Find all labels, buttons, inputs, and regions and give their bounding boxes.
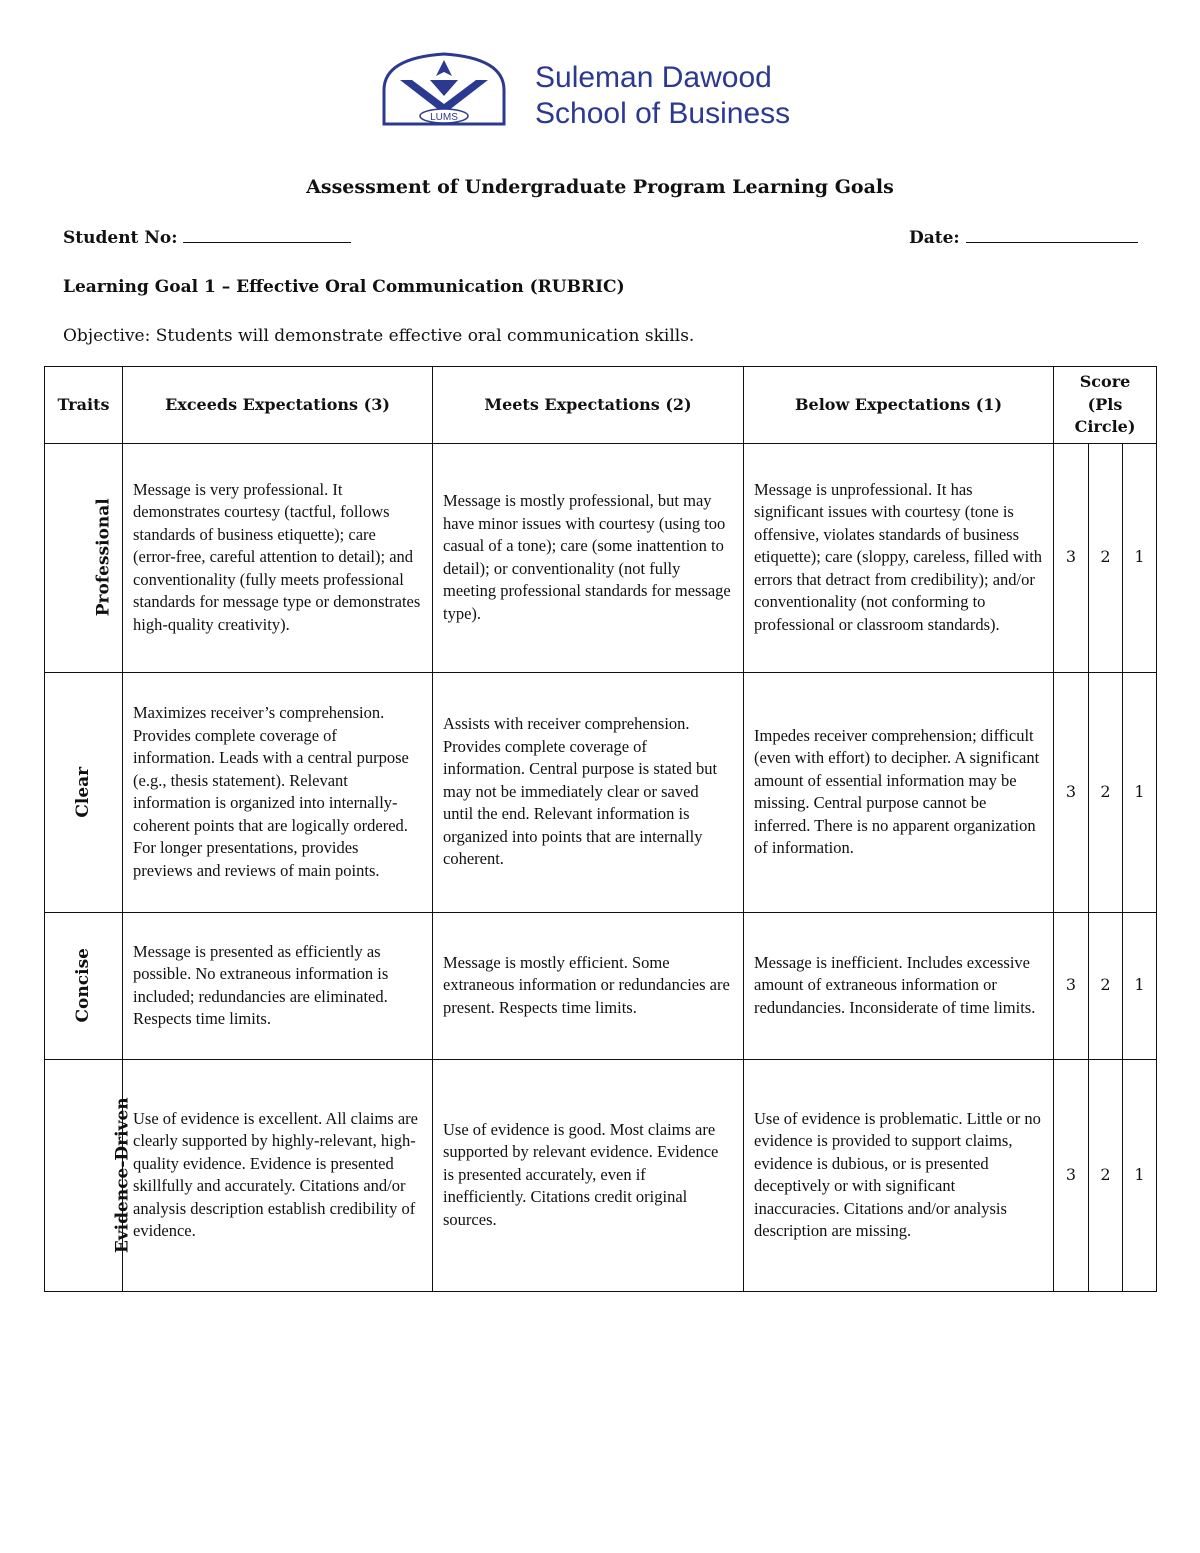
score-option-2[interactable]: 2 — [1089, 443, 1123, 672]
exceeds-cell: Use of evidence is excellent. All claims are clearly supported by highly-relevant, high-quality evidence. Evidence is presented skillfully and accurately. Citations and/or analysis description establish credibility of evidence. — [123, 1059, 433, 1291]
school-name-line1: Suleman Dawood — [535, 61, 772, 94]
below-cell: Use of evidence is problematic. Little or no evidence is provided to support claims, evidence is dubious, or is presented deceptively or with significant inaccuracies. Citations and/or analysis description are missing. — [744, 1059, 1054, 1291]
header-traits: Traits — [45, 367, 123, 444]
trait-label: Concise — [73, 948, 94, 1023]
rubric-table — [44, 366, 1157, 1292]
header-row — [45, 367, 1157, 444]
table-row — [45, 443, 1157, 672]
date-label: Date: — [909, 228, 960, 248]
meets-cell: Message is mostly efficient. Some extraneous information or redundancies are present. Respects time limits. — [433, 912, 744, 1059]
student-no-label: Student No: — [63, 228, 178, 248]
score-option-2[interactable]: 2 — [1089, 672, 1123, 912]
school-name-line2: School of Business — [535, 97, 791, 130]
table-row — [45, 912, 1157, 1059]
trait-cell — [45, 912, 123, 1059]
below-cell: Impedes receiver comprehension; difficult (even with effort) to decipher. A significant amount of essential information may be missing. Central purpose cannot be inferred. There is no apparent organization of information. — [744, 672, 1054, 912]
score-option-3[interactable]: 3 — [1054, 912, 1089, 1059]
learning-goal-heading: Learning Goal 1 – Effective Oral Communication (RUBRIC) — [63, 277, 625, 297]
score-option-1[interactable]: 1 — [1123, 443, 1157, 672]
score-option-2[interactable]: 2 — [1089, 1059, 1123, 1291]
score-option-1[interactable]: 1 — [1123, 912, 1157, 1059]
lums-logo — [380, 50, 508, 130]
score-option-3[interactable]: 3 — [1054, 672, 1089, 912]
header-exceeds: Exceeds Expectations (3) — [123, 367, 433, 444]
trait-label: Professional — [93, 498, 114, 617]
school-header — [380, 50, 840, 140]
trait-label: Evidence-Driven — [112, 1097, 133, 1253]
exceeds-cell: Message is presented as efficiently as possible. No extraneous information is included; redundancies are eliminated. Respects time limits. — [123, 912, 433, 1059]
trait-cell — [45, 1059, 133, 1291]
exceeds-cell: Message is very professional. It demonstrates courtesy (tactful, follows standards of business etiquette); care (error-free, careful attention to detail); and conventionality (fully meets professional standards for message type or demonstrates high-quality creativity). — [123, 443, 433, 672]
meets-cell: Use of evidence is good. Most claims are supported by relevant evidence. Evidence is presented accurately, even if inefficiently. Citations credit original sources. — [433, 1059, 744, 1291]
student-no-blank[interactable] — [183, 228, 351, 243]
score-option-2[interactable]: 2 — [1089, 912, 1123, 1059]
below-cell: Message is unprofessional. It has significant issues with courtesy (tone is offensive, violates standards of business etiquette); care (sloppy, careless, filled with errors that detract from credibility); and/or conventionality (not conforming to professional or classroom standards). — [744, 443, 1054, 672]
exceeds-cell: Maximizes receiver’s comprehension. Provides complete coverage of information. Leads with a central purpose (e.g., thesis statement). Relevant information is organized into internally-coherent points that are logically ordered. For longer presentations, provides previews and reviews of main points. — [123, 672, 433, 912]
trait-label: Clear — [73, 766, 94, 818]
trait-cell — [45, 443, 123, 672]
student-no-field[interactable] — [63, 228, 351, 248]
school-name — [535, 60, 790, 132]
score-option-3[interactable]: 3 — [1054, 443, 1089, 672]
date-field[interactable] — [909, 228, 1138, 248]
below-cell: Message is inefficient. Includes excessive amount of extraneous information or redundancies. Inconsiderate of time limits. — [744, 912, 1054, 1059]
score-option-3[interactable]: 3 — [1054, 1059, 1089, 1291]
header-below: Below Expectations (1) — [744, 367, 1054, 444]
table-row — [45, 672, 1157, 912]
objective-text: Objective: Students will demonstrate effective oral communication skills. — [63, 326, 695, 346]
header-score: Score (Pls Circle) — [1054, 367, 1157, 444]
svg-text:LUMS: LUMS — [430, 112, 458, 123]
trait-cell — [45, 672, 123, 912]
score-option-1[interactable]: 1 — [1123, 672, 1157, 912]
header-meets: Meets Expectations (2) — [433, 367, 744, 444]
document-title: Assessment of Undergraduate Program Learning Goals — [306, 176, 894, 198]
meets-cell: Assists with receiver comprehension. Provides complete coverage of information. Central purpose is stated but may not be immediately clear or saved until the end. Relevant information is organized into points that are internally coherent. — [433, 672, 744, 912]
meets-cell: Message is mostly professional, but may have minor issues with courtesy (using too casual of a tone); care (some inattention to detail); or conventionality (not fully meeting professional standards for message type). — [433, 443, 744, 672]
date-blank[interactable] — [966, 228, 1138, 243]
table-row — [45, 1059, 1157, 1291]
score-option-1[interactable]: 1 — [1123, 1059, 1157, 1291]
